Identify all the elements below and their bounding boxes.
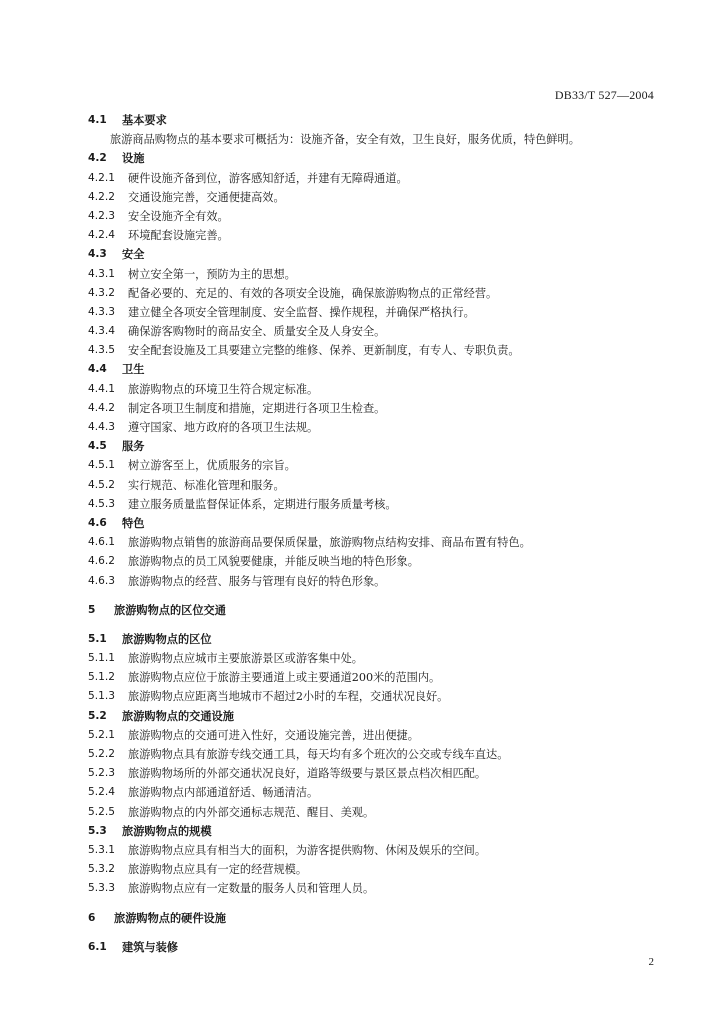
clause-number: 5.2.1 xyxy=(88,728,115,741)
clause-text: 旅游购物点具有旅游专线交通工具，每天均有多个班次的公交或专线车直达。 xyxy=(128,748,509,761)
clause-number: 5.2.5 xyxy=(88,805,115,818)
clause-number: 4.2.1 xyxy=(88,171,115,184)
clause-number: 5.2 xyxy=(88,709,107,722)
clause-text: 制定各项卫生制度和措施，定期进行各项卫生检查。 xyxy=(128,401,386,415)
clause-text: 旅游购物点的区位 xyxy=(122,632,212,646)
section-heading xyxy=(88,149,668,168)
document-code: DB33/T 527—2004 xyxy=(554,88,654,102)
clause-text: 旅游购物点的规模 xyxy=(122,824,212,838)
clause-number: 5 xyxy=(88,603,96,616)
clause-number: 4.4 xyxy=(88,363,107,376)
clause-item xyxy=(88,668,668,687)
clause-item xyxy=(88,265,668,284)
clause-item xyxy=(88,649,668,668)
clause-item xyxy=(88,841,668,860)
section-heading xyxy=(88,514,668,533)
clause-text: 安全配套设施及工具要建立完整的维修、保养、更新制度，有专人、专职负责。 xyxy=(128,344,520,358)
clause-number: 4.3.3 xyxy=(88,305,115,318)
clause-text: 旅游购物点的交通可进入性好，交通设施完善，进出便捷。 xyxy=(128,728,419,742)
clause-text: 旅游购物点的区位交通 xyxy=(114,603,226,617)
clause-text: 旅游购物点的硬件设施 xyxy=(114,911,226,925)
clause-item xyxy=(88,303,668,322)
spacer xyxy=(88,899,668,909)
clause-number: 5.1.2 xyxy=(88,671,115,684)
clause-item xyxy=(88,207,668,226)
clause-number: 5.3.3 xyxy=(88,882,115,895)
section-heading xyxy=(88,111,668,130)
clause-number: 4.2 xyxy=(88,152,107,165)
chapter-heading xyxy=(88,909,668,928)
chapter-heading xyxy=(88,601,668,620)
clause-number: 4.3 xyxy=(88,248,107,261)
clause-text: 设施 xyxy=(122,152,145,166)
clause-number: 4.4.3 xyxy=(88,421,115,433)
clause-number: 4.6.3 xyxy=(88,574,115,587)
spacer xyxy=(88,620,668,630)
clause-number: 5.3.1 xyxy=(88,843,115,856)
clause-item xyxy=(88,533,668,552)
clause-text: 基本要求 xyxy=(122,114,167,127)
clause-text: 旅游购物点应有一定数量的服务人员和管理人员。 xyxy=(128,882,375,896)
clause-text: 旅游购物点应具有一定的经营规模。 xyxy=(128,863,308,877)
clause-item xyxy=(88,687,668,706)
paragraph xyxy=(88,130,668,149)
clause-number: 4.4.1 xyxy=(88,382,115,395)
clause-number: 4.6.1 xyxy=(88,536,115,549)
clause-item xyxy=(88,783,668,802)
clause-number: 4.3.1 xyxy=(88,267,115,280)
clause-item xyxy=(88,803,668,822)
clause-text: 建筑与装修 xyxy=(122,940,178,954)
clause-number: 5.3 xyxy=(88,824,107,837)
clause-text: 旅游购物点内部通道舒适、畅通清洁。 xyxy=(128,786,319,800)
clause-text: 旅游购物点的经营、服务与管理有良好的特色形象。 xyxy=(128,574,386,588)
clause-text: 环境配套设施完善。 xyxy=(128,229,229,243)
section-heading xyxy=(88,822,668,841)
clause-number: 5.2.2 xyxy=(88,748,115,760)
clause-item xyxy=(88,169,668,188)
section-heading xyxy=(88,630,668,649)
clause-number: 5.1.1 xyxy=(88,652,115,665)
clause-number: 6 xyxy=(88,911,96,924)
spacer xyxy=(88,591,668,601)
clause-number: 5.3.2 xyxy=(88,863,115,876)
clause-text: 旅游购物点的交通设施 xyxy=(122,709,234,723)
clause-item xyxy=(88,726,668,745)
section-heading xyxy=(88,245,668,264)
clause-text: 特色 xyxy=(122,516,145,530)
clause-number: 4.2.2 xyxy=(88,190,115,203)
section-heading xyxy=(88,707,668,726)
clause-text: 确保游客购物时的商品安全、质量安全及人身安全。 xyxy=(128,325,386,339)
clause-number: 4.3.5 xyxy=(88,344,115,357)
clause-text: 安全 xyxy=(122,248,145,262)
clause-text: 旅游商品购物点的基本要求可概括为：设施齐备，安全有效，卫生良好，服务优质，特色鲜明。 xyxy=(110,133,580,147)
clause-number: 4.5.1 xyxy=(88,459,115,472)
clause-number: 4.6.2 xyxy=(88,555,115,568)
clause-item xyxy=(88,380,668,399)
clause-item xyxy=(88,764,668,783)
clause-text: 交通设施完善，交通便捷高效。 xyxy=(128,190,285,204)
clause-item xyxy=(88,399,668,418)
clause-number: 4.2.4 xyxy=(88,229,115,242)
clause-number: 5.2.4 xyxy=(88,786,115,799)
clause-item xyxy=(88,188,668,207)
clause-item xyxy=(88,226,668,245)
clause-text: 安全设施齐全有效。 xyxy=(128,209,229,223)
clause-number: 4.5 xyxy=(88,440,107,453)
clause-text: 旅游购物点应位于旅游主要通道上或主要通道200米的范围内。 xyxy=(128,671,441,685)
clause-text: 旅游购物点应城市主要旅游景区或游客集中处。 xyxy=(128,652,363,666)
clause-text: 旅游购物点应具有相当大的面积，为游客提供购物、休闲及娱乐的空间。 xyxy=(128,843,487,857)
clause-item xyxy=(88,495,668,514)
clause-number: 5.1 xyxy=(88,632,107,645)
clause-number: 4.6 xyxy=(88,516,107,529)
clause-item xyxy=(88,284,668,303)
clause-number: 4.3.4 xyxy=(88,325,115,338)
clause-number: 4.4.2 xyxy=(88,401,115,414)
clause-number: 5.2.3 xyxy=(88,767,115,780)
section-heading xyxy=(88,938,668,957)
clause-item xyxy=(88,418,668,437)
clause-text: 旅游购物点的环境卫生符合规定标准。 xyxy=(128,382,319,396)
clause-text: 建立服务质量监督保证体系，定期进行服务质量考核。 xyxy=(128,497,397,511)
clause-text: 硬件设施齐备到位，游客感知舒适，并建有无障碍通道。 xyxy=(128,171,408,185)
clause-number: 5.1.3 xyxy=(88,690,115,703)
clause-number: 4.5.2 xyxy=(88,478,115,491)
clause-text: 旅游购物点的员工风貌要健康，并能反映当地的特色形象。 xyxy=(128,555,419,569)
clause-item xyxy=(88,552,668,571)
page-number: 2 xyxy=(648,956,654,968)
clause-item xyxy=(88,322,668,341)
clause-text: 旅游购物点销售的旅游商品要保质保量，旅游购物点结构安排、商品布置有特色。 xyxy=(128,536,531,550)
clause-item xyxy=(88,456,668,475)
clause-text: 卫生 xyxy=(122,363,145,377)
clause-text: 实行规范、标准化管理和服务。 xyxy=(128,478,285,492)
section-heading xyxy=(88,360,668,379)
clause-number: 4.3.2 xyxy=(88,286,115,299)
clause-text: 树立游客至上，优质服务的宗旨。 xyxy=(128,459,296,473)
clause-text: 树立安全第一，预防为主的思想。 xyxy=(128,267,296,281)
clause-text: 旅游购物点的内外部交通标志规范、醒目、美观。 xyxy=(128,805,375,819)
clause-item xyxy=(88,341,668,360)
clause-number: 6.1 xyxy=(88,940,107,953)
clause-item xyxy=(88,879,668,898)
clause-text: 建立健全各项安全管理制度、安全监督、操作规程，并确保严格执行。 xyxy=(128,305,475,319)
section-heading xyxy=(88,437,668,456)
clause-text: 遵守国家、地方政府的各项卫生法规。 xyxy=(128,421,319,434)
clause-text: 配备必要的、充足的、有效的各项安全设施，确保旅游购物点的正常经营。 xyxy=(128,286,498,300)
clause-item xyxy=(88,476,668,495)
clause-item xyxy=(88,745,668,764)
clause-text: 旅游购物场所的外部交通状况良好，道路等级要与景区景点档次相匹配。 xyxy=(128,767,487,781)
clause-item xyxy=(88,860,668,879)
clause-text: 旅游购物点应距离当地城市不超过2小时的车程，交通状况良好。 xyxy=(128,690,449,704)
clause-number: 4.1 xyxy=(88,114,107,126)
spacer xyxy=(88,928,668,938)
clause-number: 4.5.3 xyxy=(88,497,115,510)
clause-text: 服务 xyxy=(122,440,145,454)
clause-number: 4.2.3 xyxy=(88,209,115,222)
clause-item xyxy=(88,572,668,591)
document-body xyxy=(88,111,668,957)
